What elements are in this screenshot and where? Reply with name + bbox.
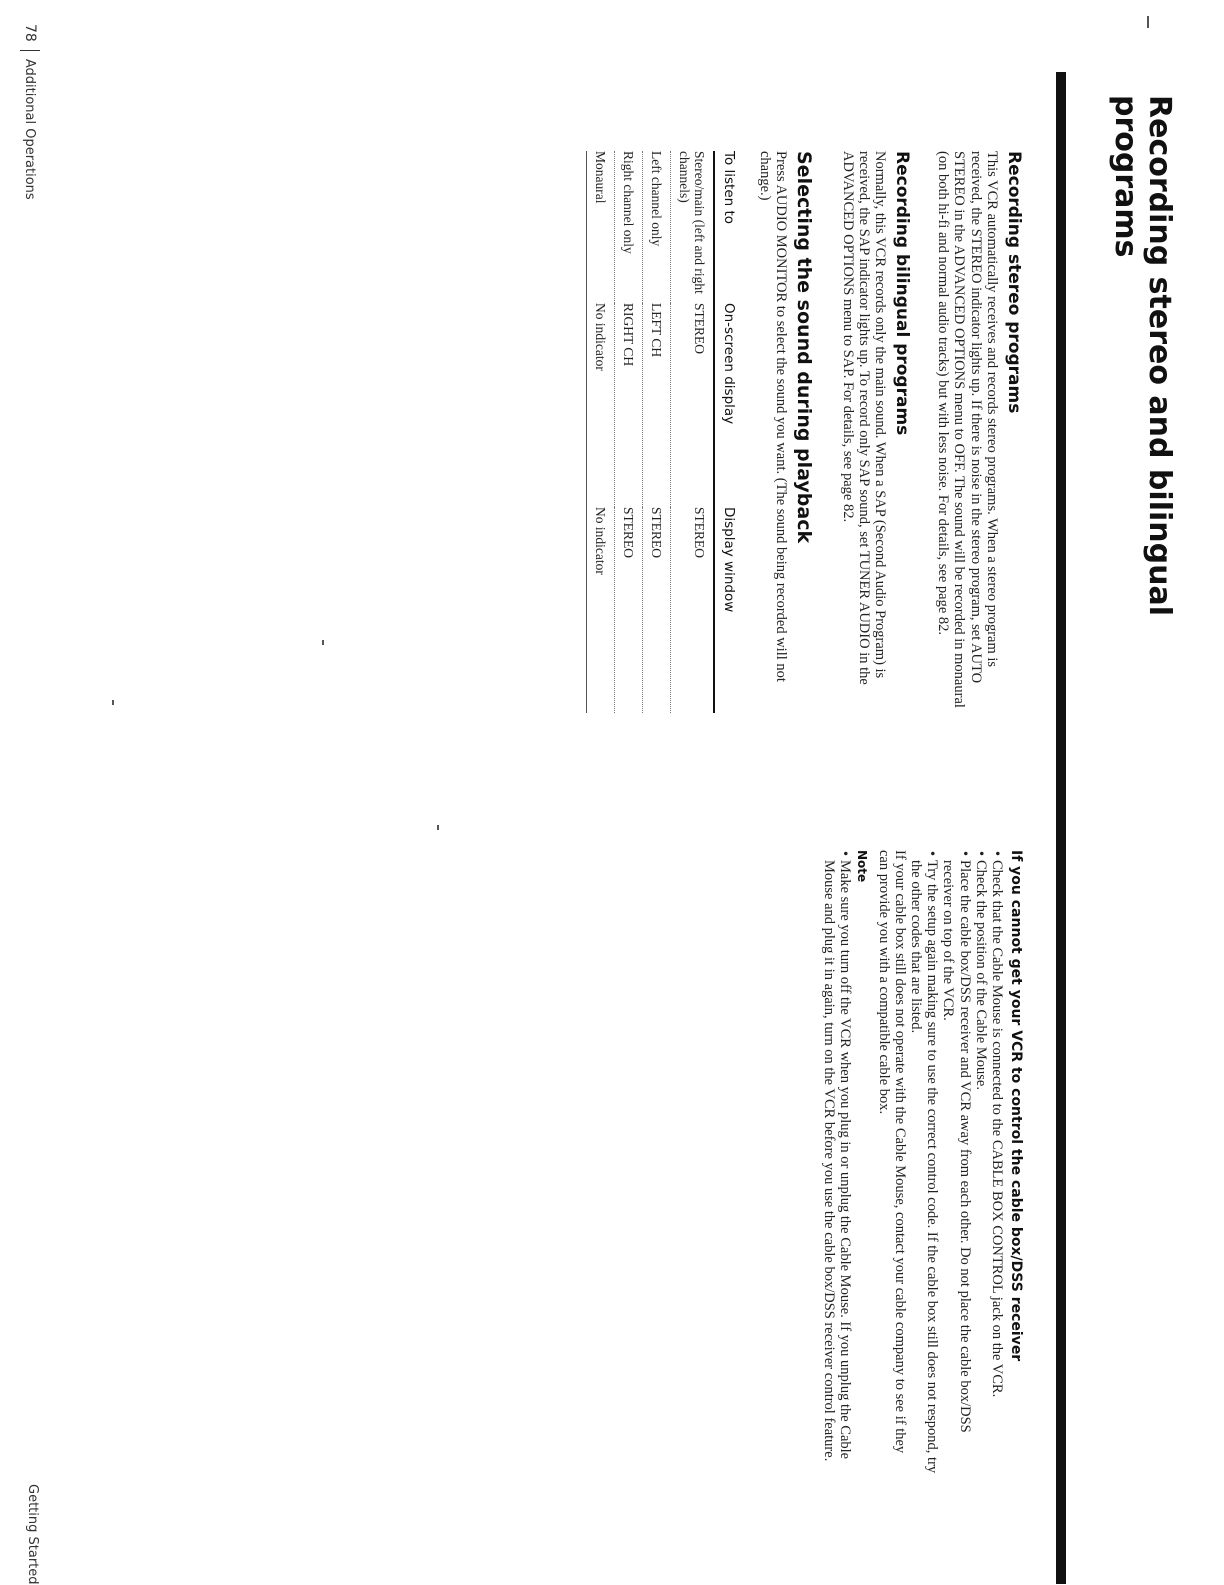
- table-cell: Monaural: [587, 151, 615, 303]
- table-cell: STEREO: [615, 507, 643, 713]
- table-header: Display window: [714, 507, 742, 713]
- table-row: [671, 151, 715, 713]
- list-item: • Check the position of the Cable Mouse.: [972, 850, 989, 1090]
- bullet-icon: •: [957, 850, 972, 858]
- table-header: On-screen display: [714, 303, 742, 507]
- sound-table: [586, 151, 742, 713]
- table-row: [587, 151, 615, 713]
- footer-section-left: Additional Operations: [22, 58, 38, 200]
- list-item: • Place the cable box/DSS receiver and VCR away from each other. Do not place the cable box/DSS receiver on top of the VCR.: [940, 850, 973, 1433]
- table-cell: STEREO: [671, 303, 715, 507]
- note-heading: Note: [855, 850, 870, 883]
- stereo-heading: Recording stereo programs: [1004, 151, 1024, 414]
- bilingual-heading: Recording bilingual programs: [892, 151, 913, 436]
- table-cell: LEFT CH: [643, 303, 671, 507]
- page-title: Recording stereo and bilingual programs: [1108, 95, 1177, 616]
- bullet-icon: •: [838, 850, 853, 858]
- stereo-body: This VCR automatically receives and records stereo programs. When a stereo program is received, the STEREO indicator lights up. If there is noise in the stereo program, set AUTO STEREO in the ADVANCED OPTIONS menu to OFF. The sound will be recorded in monaural (on both hi-fi and normal audio tracks) but with less noise. For details, see page 82.: [934, 151, 1000, 708]
- note-item: • Make sure you turn off the VCR when you plug in or unplug the Cable Mouse. If you unplug the Cable Mouse and plug it in again, turn on the VCR before you use the cable box/DSS receiver control feature.: [821, 850, 854, 1462]
- footer-section-right: Getting Started: [25, 1484, 40, 1585]
- table-row: [615, 151, 643, 713]
- bullet-icon: •: [990, 850, 1004, 858]
- playback-body: Press AUDIO MONITOR to select the sound you want. (The sound being recorded will not change.): [756, 151, 790, 682]
- page-number: 78: [22, 24, 38, 42]
- table-header: To listen to: [714, 151, 742, 303]
- table-cell: Stereo/main (left and right channels): [671, 151, 715, 303]
- table-cell: No indicator: [587, 303, 615, 507]
- footer-left: [20, 24, 40, 200]
- table-cell: RIGHT CH: [615, 303, 643, 507]
- playback-heading: Selecting the sound during playback: [793, 151, 816, 544]
- note-list: [821, 850, 853, 1475]
- footer-divider: [20, 50, 40, 51]
- troubleshooting-list: [908, 850, 1005, 1475]
- header-rule: [1056, 72, 1066, 1584]
- table-cell: No indicator: [587, 507, 615, 713]
- table-header-row: [714, 151, 742, 713]
- list-item: • Check that the Cable Mouse is connected to the CABLE BOX CONTROL jack on the VCR.: [989, 850, 1005, 1398]
- bilingual-body: Normally, this VCR records only the main sound. When a SAP (Second Audio Program) is received, the SAP indicator lights up. To record only SAP sound, set TUNER AUDIO in the ADVANCED OPTIONS menu to SAP. For details, see page 82.: [839, 151, 889, 685]
- table-cell: Right channel only: [615, 151, 643, 303]
- troubleshooting-heading: If you cannot get your VCR to control the cable box/DSS receiver: [1008, 850, 1024, 1362]
- bullet-icon: •: [925, 850, 940, 858]
- bullet-icon: •: [973, 850, 988, 858]
- scan-speck: [322, 640, 324, 645]
- scan-speck: [437, 825, 439, 830]
- left-column: [586, 151, 1024, 711]
- scan-speck: [1147, 16, 1149, 28]
- table-cell: STEREO: [643, 507, 671, 713]
- table-cell: STEREO: [671, 507, 715, 713]
- list-item: • Try the setup again making sure to use the correct control code. If the cable box still does not respond, try the other codes that are listed.: [907, 850, 941, 1474]
- troubleshooting-followup: If your cable box still does not operate with the Cable Mouse, contact your cable company to see if they can provide you with a compatible cable box.: [875, 850, 908, 1454]
- scan-speck: [112, 700, 114, 705]
- table-row: [643, 151, 671, 713]
- table-cell: Left channel only: [643, 151, 671, 303]
- right-column: [821, 850, 1024, 1475]
